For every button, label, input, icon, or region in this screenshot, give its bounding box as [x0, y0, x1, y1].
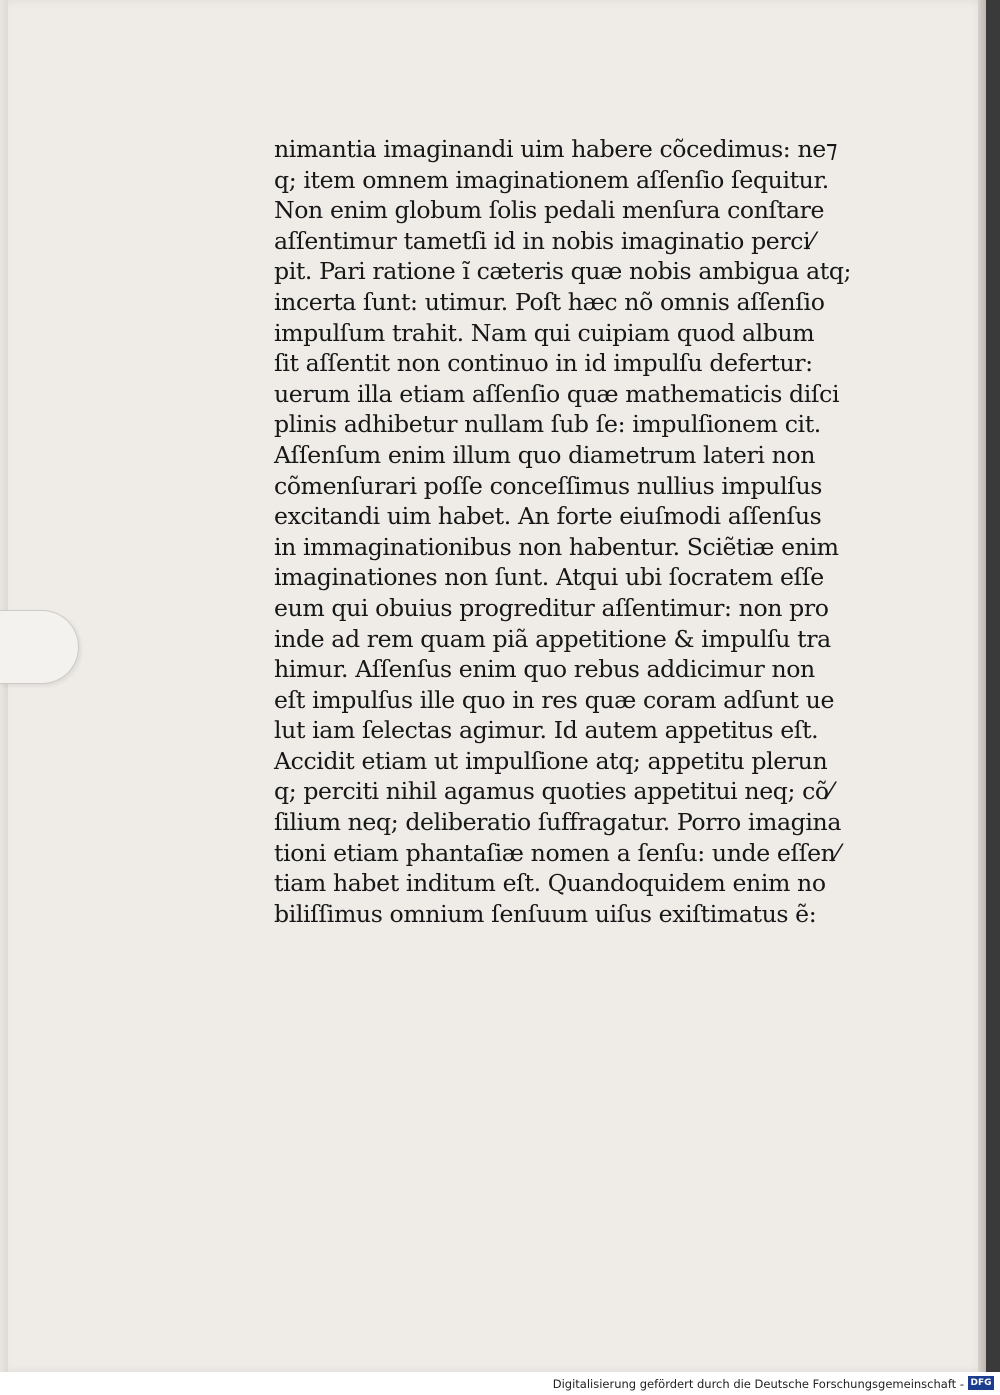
- page-text: [274, 134, 868, 929]
- footer-credit: Digitalisierung gefördert durch die Deutsche Forschungsgemeinschaft -: [552, 1377, 964, 1391]
- footer-bar: [0, 1372, 1000, 1395]
- text-line: eſt impulſus ille quo in res quæ coram adſunt ue: [274, 685, 835, 714]
- text-line: uerum illa etiam aſſenſio quæ mathematicis diſci: [274, 379, 840, 408]
- book-page: [8, 0, 986, 1372]
- text-line: cõmenſurari poſſe conceſſimus nullius impulſus: [274, 471, 822, 500]
- text-line: Non enim globum ſolis pedali menſura conſtare: [274, 196, 825, 225]
- scan-border: [986, 0, 1000, 1372]
- text-line: Aſſenſum enim illum quo diametrum lateri non: [274, 440, 816, 469]
- text-line: excitandi uim habet. An forte eiuſmodi aſſenſus: [274, 502, 822, 531]
- text-line: himur. Aſſenſus enim quo rebus addicimur non: [274, 655, 815, 684]
- text-line: pit. Pari ratione ĩ cæteris quæ nobis ambigua atq;: [274, 257, 852, 286]
- text-line: inde ad rem quam piã appetitione & impulſu tra: [274, 624, 831, 653]
- text-line: impulſum trahit. Nam qui cuipiam quod album: [274, 318, 815, 347]
- text-line: lut iam ſelectas agimur. Id autem appetitus eſt.: [274, 716, 819, 745]
- text-line: tiam habet inditum eſt. Quandoquidem enim no: [274, 869, 826, 898]
- text-line: in immaginationibus non habentur. Sciẽtiæ enim: [274, 532, 839, 561]
- dfg-logo: DFG: [968, 1376, 994, 1390]
- text-line: biliſſimus omnium ſenſuum uiſus exiſtimatus ẽ:: [274, 899, 817, 928]
- text-line: Accidit etiam ut impulſione atq; appetitu plerun: [274, 746, 828, 775]
- text-line: imaginationes non ſunt. Atqui ubi ſocratem eſſe: [274, 563, 824, 592]
- text-line: incerta ſunt: utimur. Poſt hæc nõ omnis aſſenſio: [274, 287, 825, 316]
- text-line: nimantia imaginandi uim habere cõcedimus: ne⁊: [274, 135, 838, 163]
- text-line: eum qui obuius progreditur aſſentimur: non pro: [274, 593, 829, 622]
- text-line: tioni etiam phantaſiæ nomen a ſenſu: unde eſſen⁄: [274, 838, 840, 867]
- paper-tab-marker: [0, 610, 79, 684]
- text-line: q; item omnem imaginationem aſſenſio ſequitur.: [274, 165, 829, 194]
- page-right-edge: [978, 0, 986, 1372]
- text-line: plinis adhibetur nullam ſub ſe: impulſionem cit.: [274, 410, 821, 439]
- text-line: ſit aſſentit non continuo in id impulſu defertur:: [274, 349, 813, 378]
- text-line: aſſentimur tametſi id in nobis imaginatio perci⁄: [274, 226, 814, 255]
- text-line: ſilium neq; deliberatio ſuffragatur. Porro imagina: [274, 808, 841, 837]
- text-line: q; perciti nihil agamus quoties appetitui neq; cõ⁄: [274, 777, 833, 806]
